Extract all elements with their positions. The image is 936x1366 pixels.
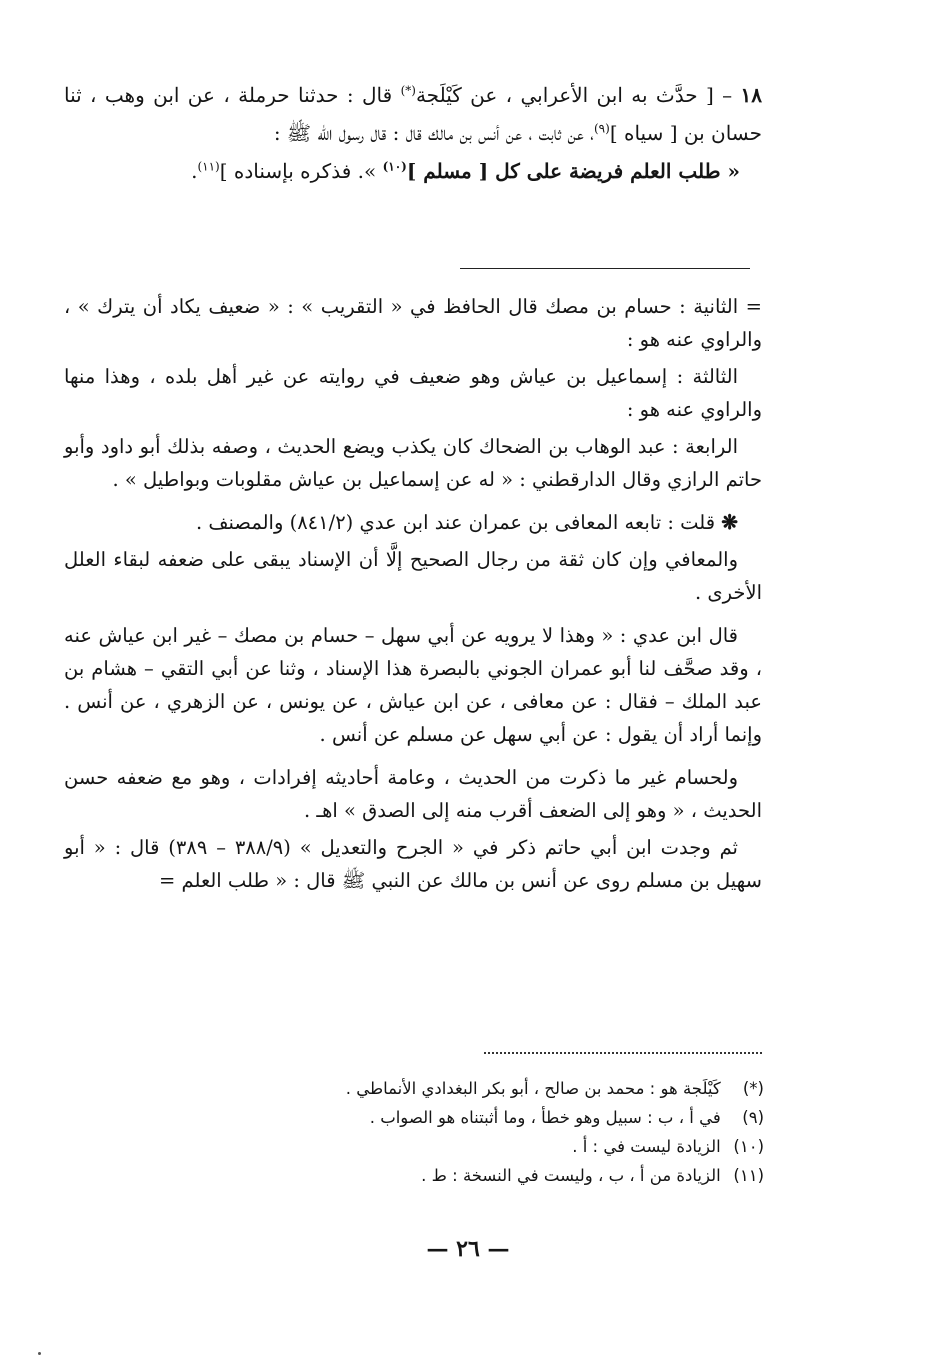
footnote-11 <box>244 1161 764 1190</box>
matn-tail: ». فذكره بإسناده ] <box>219 159 383 183</box>
matn-text: « طلب العلم فريضة على كل [ مسلم ] <box>406 159 740 183</box>
footnote-separator <box>484 1052 762 1054</box>
commentary-notes <box>64 290 762 907</box>
note-paragraph-5: والمعافي وإن كان ثقة من رجال الصحيح إلَّا أن الإسناد يبقى على ضعفه لبقاء العلل الأخرى . <box>64 548 762 604</box>
matn-end: . <box>191 159 198 183</box>
footnote-mark: (*) <box>742 1079 764 1098</box>
footnotes <box>244 1074 764 1190</box>
footnote-10 <box>244 1132 764 1161</box>
note-paragraph-3: الرابعة : عبد الوهاب بن الضحاك كان يكذب ويضع الحديث ، وصفه بذلك أبو داود وأبو حاتم الرازي وقال الدارقطني : « له عن إسماعيل بن عياش مقلوبات وبواطيل » . <box>64 435 762 491</box>
hadith-matn <box>64 152 762 190</box>
main-hadith-text <box>64 76 762 190</box>
footnote-ref-9: (٩) <box>593 121 610 136</box>
note-paragraph-8: ثم وجدت ابن أبي حاتم ذكر في « الجرح والتعديل » (٣٨٨/٩ – ٣٨٩) قال : « أبو سهيل بن مسلم روى عن أنس بن مالك عن النبي ﷺ قال : « طلب العلم = <box>64 836 762 892</box>
page-number: — ٢٦ — <box>426 1236 510 1262</box>
isnad-part-2: قال : حدثنا حرملة ، عن ابن وهب ، ثنا حسان بن [ سياه ] <box>64 83 762 145</box>
note-paragraph-4-text: قلت : تابعه المعافى بن عمران عند ابن عدي (٨٤١/٢) والمصنف . <box>195 511 722 534</box>
footnote-mark: (١١) <box>733 1166 764 1185</box>
note-paragraph-4 <box>64 506 762 539</box>
footnote-9 <box>244 1103 764 1132</box>
footnote-text: في أ ، ب : سبيل وهو خطأ ، وما أثبتناه هو الصواب . <box>369 1108 721 1127</box>
asterism-icon: ❋ <box>721 510 738 534</box>
footnote-mark: (١٠) <box>733 1137 764 1156</box>
footnote-ref-star: (*) <box>400 83 416 98</box>
footnote-text: كَيْلَجة هو : محمد بن صالح ، أبو بكر البغدادي الأنماطي . <box>345 1079 721 1098</box>
note-paragraph-7: ولحسام غير ما ذكرت من الحديث ، وعامة أحاديثه إفرادات ، وهو مع ضعفه حسن الحديث ، « وهو إلى الضعف أقرب منه إلى الصدق » اهـ . <box>64 766 762 822</box>
footnote-ref-11: (١١) <box>197 159 220 174</box>
footnote-text: الزيادة من أ ، ب ، وليست في النسخة : ط . <box>421 1166 721 1185</box>
footnote-ref-10: (١٠) <box>382 159 407 174</box>
note-paragraph-2: الثالثة : إسماعيل بن عياش وهو ضعيف في روايته عن غير أهل بلده ، وهذا منها والراوي عنه هو : <box>64 365 762 421</box>
note-paragraph-1: = الثانية : حسام بن مصك قال الحافظ في « التقريب » : « ضعيف يكاد أن يترك » ، والراوي عنه هو : <box>64 295 762 351</box>
footnote-text: الزيادة ليست في : أ . <box>572 1137 721 1156</box>
isnad-part-3: ، عن ثابت ، عن أنس بن مالك قال : قال رسول الله ﷺ : <box>273 121 594 145</box>
hadith-isnad <box>64 76 762 152</box>
footnote-star <box>244 1074 764 1103</box>
footnote-mark: (٩) <box>742 1108 764 1127</box>
note-paragraph-6: قال ابن عدي : « وهذا لا يرويه عن أبي سهل – حسام بن مصك – غير ابن عياش عنه ، وقد صحَّف لنا أبو عمران الجوني بالبصرة هذا الإسناد ، وثنا عن أبي التقي – هشام بن عبد الملك – فقال : عن معافى ، عن ابن عياش ، عن يونس ، عن الزهري ، عن أنس . وإنما أراد أن يقول : عن أبي سهل عن مسلم عن أنس . <box>64 624 762 746</box>
hadith-number: ١٨ <box>740 83 762 107</box>
scan-speck <box>38 1352 41 1355</box>
isnad-part-1: – [ حدَّث به ابن الأعرابي ، عن كَيْلَجة <box>415 83 741 107</box>
main-text-separator <box>460 268 750 269</box>
